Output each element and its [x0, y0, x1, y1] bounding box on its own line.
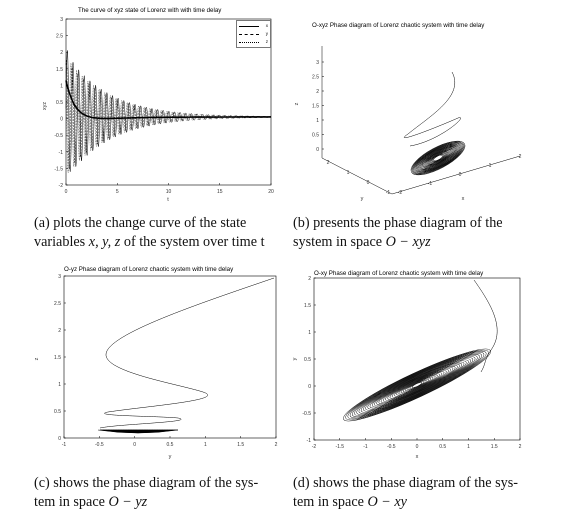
figure-a-ylabel: xyz — [42, 101, 48, 111]
figure-a-x-tick: 15 — [216, 189, 223, 195]
figure-b-z-tick: 3 — [316, 60, 319, 66]
figure-b-z-tick: 2 — [316, 89, 319, 95]
figure-b-y-tick: 1 — [346, 170, 350, 176]
figure-c — [28, 264, 288, 462]
figure-c-z-tick: 1.5 — [54, 355, 61, 361]
figure-b-x-tick: 2 — [518, 154, 522, 160]
figure-c-y-tick: 2 — [274, 442, 278, 448]
figure-a-x-tick: 0 — [64, 189, 68, 195]
figure-a-y-tick: 2 — [60, 50, 63, 57]
figure-d-x-tick: -0.5 — [386, 444, 396, 450]
figure-a-xlabel: t — [167, 197, 169, 203]
figure-d-x-tick: -1.5 — [335, 444, 345, 450]
figure-d-y-tick: 1 — [308, 330, 311, 336]
figure-b-y-tick: 0 — [366, 180, 370, 186]
figure-c-y-tick: 1 — [203, 442, 207, 448]
figure-c-trajectory — [98, 278, 274, 433]
figure-c-transient — [100, 278, 274, 428]
figure-c-z-tick: 0 — [58, 436, 61, 442]
figure-c-z-tick: 0.5 — [54, 409, 61, 415]
figure-d-orbit — [360, 352, 475, 418]
figure-a-y-tick: -2 — [58, 183, 63, 189]
legend-item-x: x — [239, 22, 268, 30]
figure-a-y-tick: 0.5 — [56, 100, 63, 106]
figure-d-orbit — [362, 353, 472, 416]
figure-c-z-tick: 1 — [58, 382, 61, 388]
figure-b-x-tick: -1 — [427, 181, 433, 187]
figure-d-y-tick: 1.5 — [304, 303, 311, 309]
figure-a — [28, 6, 278, 206]
legend-item-y: y — [239, 30, 268, 38]
figure-b-z-tick: 2.5 — [312, 74, 319, 81]
figure-d-y-tick: 0 — [308, 384, 311, 390]
figure-b — [290, 6, 560, 206]
caption-a: (a) plots the change curve of the state variables x, y, z of the system over time t — [34, 215, 265, 250]
figure-d-orbit — [357, 351, 476, 420]
figure-b-x-tick: 0 — [458, 172, 462, 178]
figure-b-y-tick: -1 — [385, 190, 391, 196]
figure-c-y-tick: 1.5 — [237, 442, 245, 448]
figure-d-x-tick: -1 — [363, 444, 368, 450]
figure-a-y-tick: 3 — [60, 17, 63, 23]
figure-a-y-tick: 2.5 — [56, 33, 63, 40]
figure-d-y-tick: -1 — [306, 438, 311, 444]
figure-d — [286, 264, 562, 462]
figure-a-y-tick: -1.5 — [54, 166, 63, 173]
caption-d: (d) shows the phase diagram of the sys- tem in space O − xy — [293, 475, 518, 510]
figure-c-y-tick: 0 — [133, 442, 137, 448]
figure-b-y-tick: 2 — [326, 160, 330, 166]
figure-d-title: O-xy Phase diagram of Lorenz chaotic system with time delay — [314, 270, 484, 277]
figure-b-x-tick: 1 — [488, 163, 492, 169]
figure-a-y-tick: -0.5 — [54, 133, 63, 140]
figure-b-transient — [404, 72, 461, 146]
figure-b-z-tick: 0.5 — [312, 132, 319, 139]
figure-b-title: O-xyz Phase diagram of Lorenz chaotic system with time delay — [312, 22, 485, 29]
figure-d-plot — [286, 264, 562, 462]
figure-d-trajectory — [339, 280, 498, 430]
figure-d-ylabel: y — [292, 357, 298, 361]
figure-b-xlabel: x — [461, 196, 465, 202]
figure-a-y-tick: 0 — [60, 116, 63, 123]
figure-a-series-x — [66, 50, 271, 171]
figure-a-title: The curve of xyz state of Lorenz with with time delay — [78, 7, 222, 14]
figure-c-title: O-yz Phase diagram of Lorenz chaotic system with time delay — [64, 266, 234, 273]
caption-b: (b) presents the phase diagram of the system in space O − xyz — [293, 215, 503, 250]
figure-b-x-tick: -2 — [397, 190, 403, 196]
figure-a-y-tick: 1 — [60, 83, 63, 90]
figure-c-z-tick: 3 — [58, 274, 61, 280]
figure-d-x-tick: 1 — [467, 444, 470, 450]
figure-c-plot — [28, 264, 288, 462]
figure-d-orbit — [339, 340, 496, 430]
figure-d-xlabel: x — [415, 454, 419, 460]
figure-a-y-tick: -1 — [58, 149, 63, 156]
figure-a-x-tick: 10 — [165, 189, 172, 195]
figure-c-ylabel: y — [168, 454, 172, 460]
figure-b-z-tick: 1.5 — [312, 103, 319, 110]
figure-c-z-tick: 2.5 — [54, 301, 61, 307]
figure-a-legend — [236, 20, 271, 48]
figure-b-plot — [290, 6, 560, 206]
figure-d-y-tick: 0.5 — [304, 357, 311, 363]
figure-b-zlabel: z — [294, 102, 300, 106]
figure-d-x-tick: 0 — [415, 444, 419, 450]
figure-c-y-tick: -1 — [61, 442, 67, 448]
figure-d-x-tick: -2 — [311, 444, 317, 450]
figure-a-x-tick: 20 — [268, 189, 274, 195]
figure-d-x-tick: 2 — [518, 444, 522, 450]
figure-b-trajectory — [404, 72, 469, 181]
figure-c-y-tick: 0.5 — [166, 442, 174, 448]
figure-a-x-tick: 5 — [115, 189, 119, 195]
figure-d-y-tick: -0.5 — [302, 411, 311, 417]
legend-item-z: z — [239, 38, 268, 46]
figure-d-x-tick: 1.5 — [490, 444, 498, 450]
figure-d-orbit — [341, 341, 493, 429]
figure-a-y-tick: 1.5 — [56, 66, 63, 73]
figure-c-zlabel: z — [34, 357, 40, 361]
figure-d-y-tick: 2 — [308, 276, 311, 282]
figure-b-ylabel: y — [360, 196, 364, 202]
figure-b-z-tick: 1 — [316, 118, 319, 124]
figure-d-x-tick: 0.5 — [439, 444, 447, 450]
figure-c-z-tick: 2 — [58, 328, 61, 334]
figure-b-z-tick: 0 — [316, 147, 319, 153]
caption-c: (c) shows the phase diagram of the sys- tem in space O − yz — [34, 475, 259, 510]
figure-c-y-tick: -0.5 — [95, 442, 104, 448]
